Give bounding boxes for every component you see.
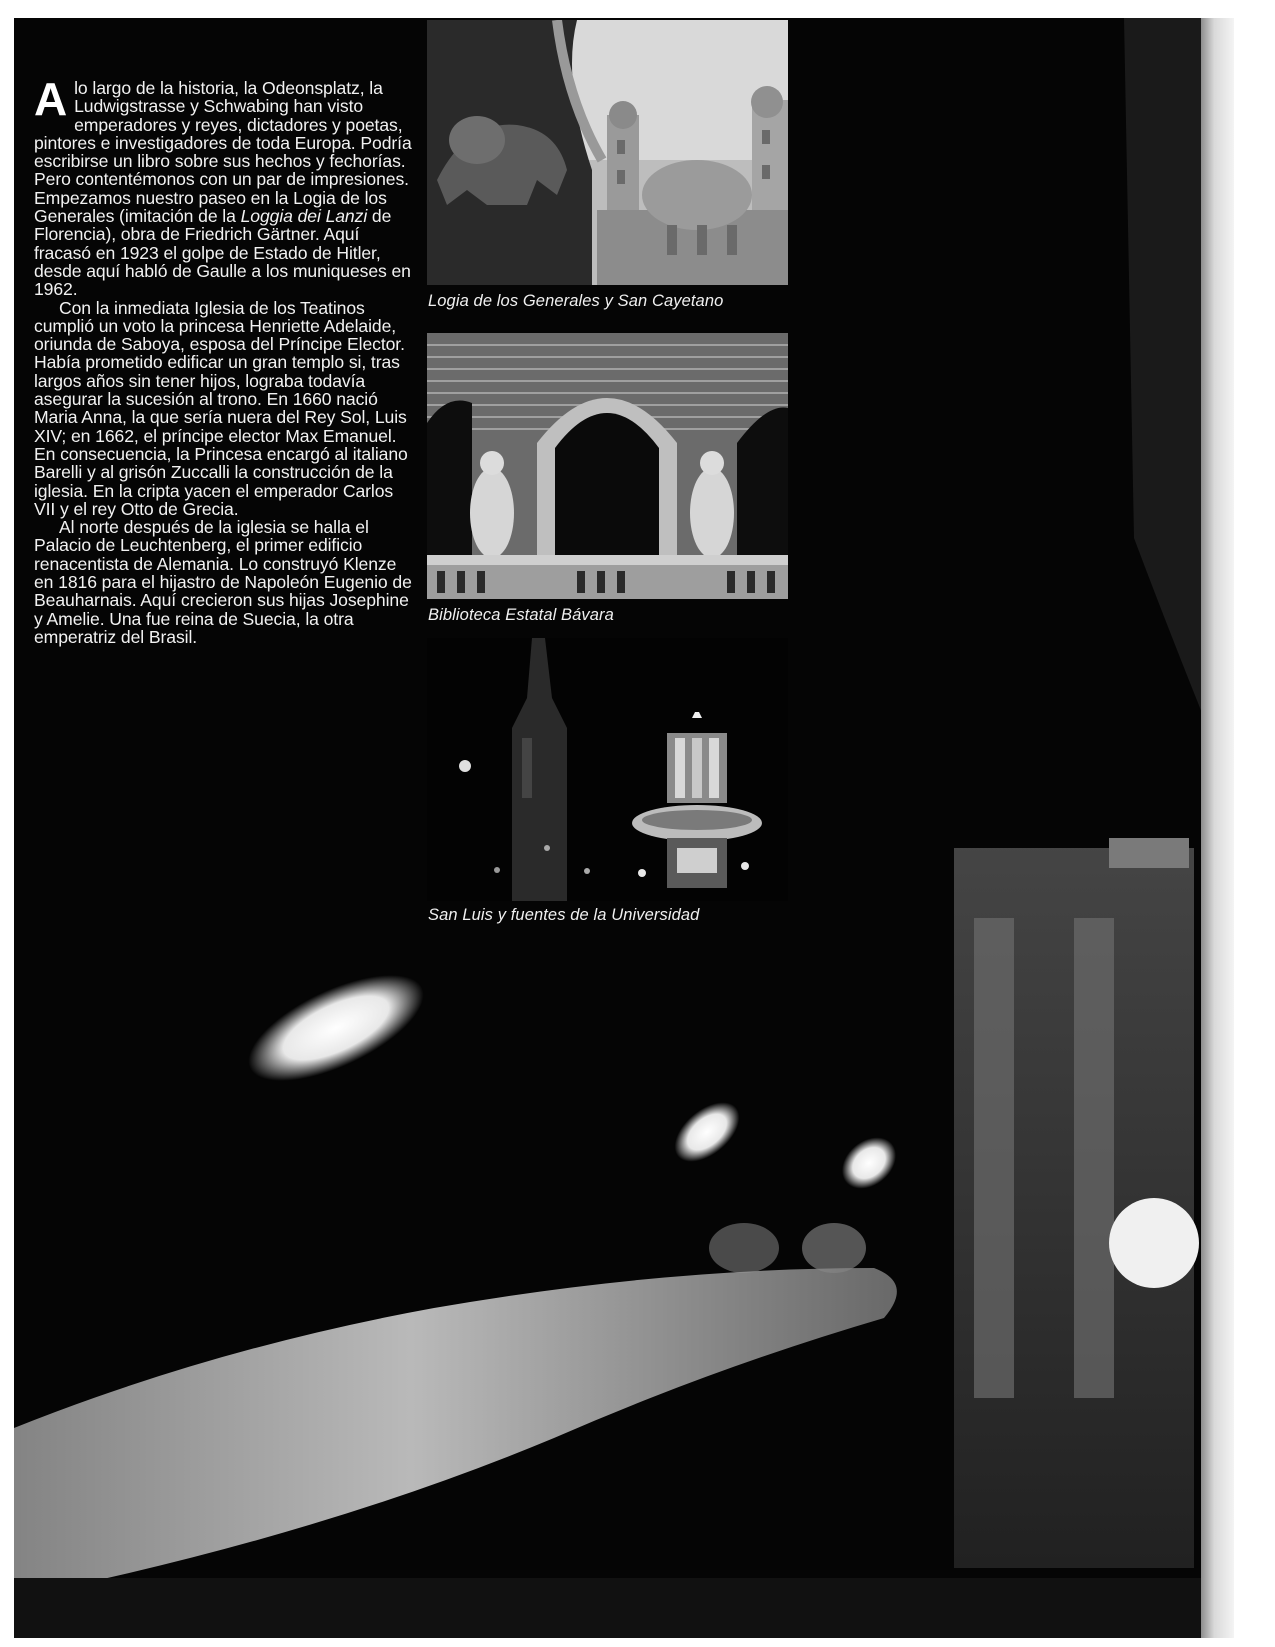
caption-san-luis: San Luis y fuentes de la Universidad: [428, 906, 700, 924]
magazine-page: [14, 18, 1234, 1638]
paragraph-2: Con la inmediata Iglesia de los Teatinos cumplió un voto la princesa Henriette Adelaide, oriunda de Saboya, esposa del Príncipe Elector. Había prometido edificar un gran templo si, tras largos años sin tener hijos, lograba todavía asegurar la sucesión al trono. En 1660 nació Maria Anna, la que sería nuera del Rey Sol, Luis XIV; en 1662, el príncipe elector Max Emanuel. En consecuencia, la Princesa encargó al italiano Barelli y al grisón Zuccalli la construcción de la iglesia. En la cripta yacen el emperador Carlos VII y el rey Otto de Grecia.: [34, 297, 408, 519]
paragraph-1-text-a: lo largo de la historia, la Odeonsplatz, la Ludwigstrasse y Schwabing han visto emperadores y reyes, dictadores y poetas, pintores e investigadores de toda Europa. Podría escribirse un libro sobre sus hechos y fechorías. Pero contentémonos con un par de impresiones. Empezamos nuestro paseo en la Logia de los Generales (imitación de la: [34, 78, 412, 227]
paragraph-1: [34, 73, 412, 300]
photo-biblioteca-estatal: [427, 333, 788, 599]
paper-edge: [1201, 18, 1234, 1638]
photo-san-luis-fuentes: [427, 638, 788, 901]
photo-logia-generales: [427, 20, 788, 285]
italic-loggia: Loggia dei Lanzi: [240, 206, 368, 227]
paragraph-1-text-b: de Florencia), obra de Friedrich Gärtner. Aquí fracasó en 1923 el golpe de Estado de Hitler, desde aquí habló de Gaulle a los muniqueses en 1962.: [34, 206, 411, 300]
caption-biblioteca: Biblioteca Estatal Bávara: [428, 606, 614, 624]
drop-cap: A: [34, 73, 68, 125]
caption-logia: Logia de los Generales y San Cayetano: [428, 292, 724, 310]
article-text: [34, 73, 412, 647]
paragraph-3: Al norte después de la iglesia se halla el Palacio de Leuchtenberg, el primer edificio renacentista de Alemania. Lo construyó Klenze en 1816 para el hijastro de Napoleón Eugenio de Beauharnais. Aquí crecieron sus hijas Josephine y Amelie. Una fue reina de Suecia, la otra emperatriz del Brasil.: [34, 517, 412, 647]
